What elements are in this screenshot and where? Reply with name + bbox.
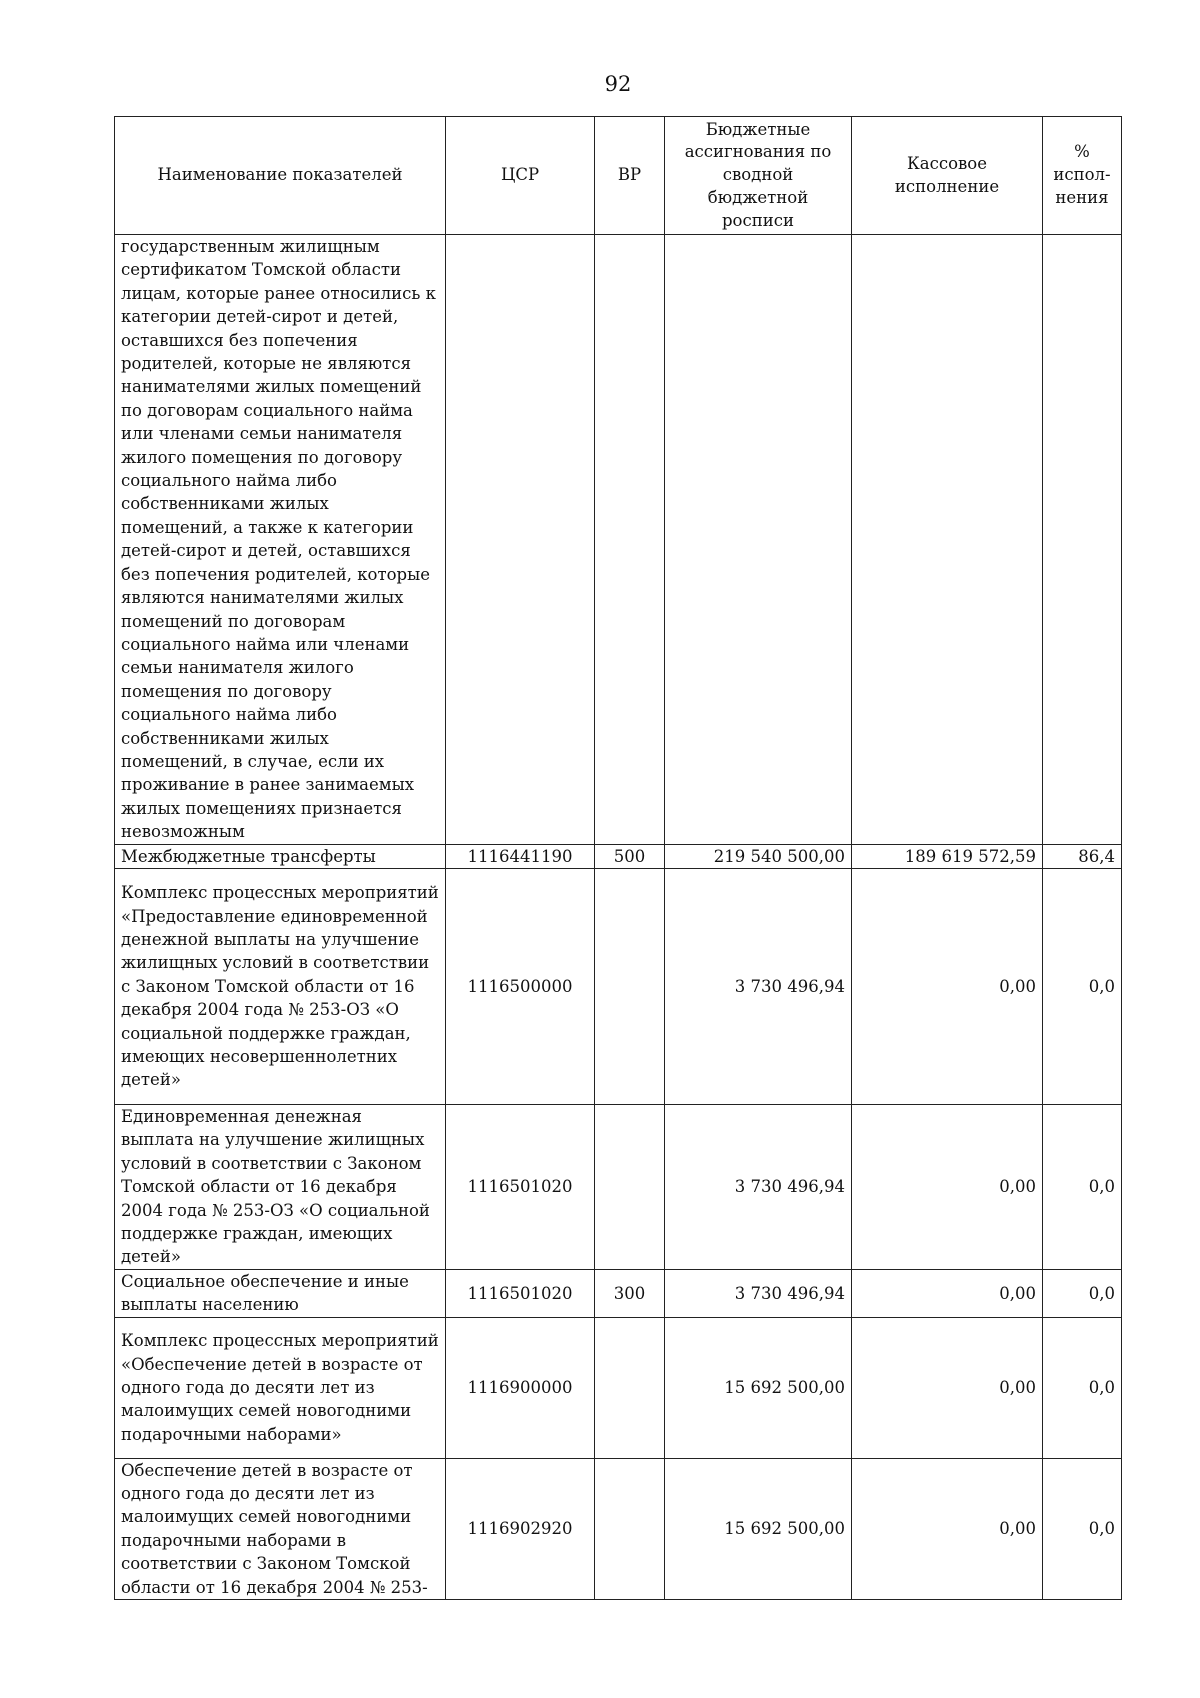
table-row (115, 868, 1122, 1104)
table-row (115, 1317, 1122, 1458)
row-csr: 1116501020 (446, 1269, 595, 1317)
row-cash: 189 619 572,59 (852, 844, 1043, 868)
header-budget-allocations: Бюджетные ассигнования по сводной бюджетной росписи (665, 117, 852, 235)
row-name: Комплекс процессных мероприятий «Обеспечение детей в возрасте от одного года до десяти лет из малоимущих семей новогодними подарочными наборами» (115, 1317, 446, 1458)
row-cash: 0,00 (852, 1269, 1043, 1317)
row-percent: 86,4 (1043, 844, 1122, 868)
header-execution-percent: % испол-нения (1043, 117, 1122, 235)
row-name: Комплекс процессных мероприятий «Предоставление единовременной денежной выплаты на улучшение жилищных условий в соответствии с Законом Томской области от 16 декабря 2004 года № 253-ОЗ «О социальной поддержке граждан, имеющих несовершеннолетних детей» (115, 868, 446, 1104)
row-csr: 1116500000 (446, 868, 595, 1104)
header-cash-execution: Кассовое исполнение (852, 117, 1043, 235)
row-csr: 1116900000 (446, 1317, 595, 1458)
table-header (115, 117, 1122, 235)
row-vr (595, 235, 665, 845)
table-row (115, 1269, 1122, 1317)
row-vr: 500 (595, 844, 665, 868)
row-budget: 3 730 496,94 (665, 868, 852, 1104)
row-budget: 3 730 496,94 (665, 1269, 852, 1317)
table-row (115, 1458, 1122, 1599)
row-budget (665, 235, 852, 845)
row-percent: 0,0 (1043, 1458, 1122, 1599)
row-cash: 0,00 (852, 868, 1043, 1104)
table-row (115, 844, 1122, 868)
header-row (115, 117, 1122, 235)
row-name: государственным жилищным сертификатом Томской области лицам, которые ранее относились к категории детей-сирот и детей, оставшихся без попечения родителей, которые не являются нанимателями жилых помещений по договорам социального найма или членами семьи нанимателя жилого помещения по договору социального найма либо собственниками жилых помещений, а также к категории детей-сирот и детей, оставшихся без попечения родителей, которые являются нанимателями жилых помещений по договорам социального найма или членами семьи нанимателя жилого помещения по договору социального найма либо собственниками жилых помещений, в случае, если их проживание в ранее занимаемых жилых помещениях признается невозможным (115, 235, 446, 845)
row-vr (595, 1317, 665, 1458)
row-csr: 1116501020 (446, 1104, 595, 1269)
table-row (115, 235, 1122, 845)
row-percent: 0,0 (1043, 1104, 1122, 1269)
row-csr: 1116441190 (446, 844, 595, 868)
row-cash (852, 235, 1043, 845)
header-indicator-name: Наименование показателей (115, 117, 446, 235)
row-vr (595, 1458, 665, 1599)
row-cash: 0,00 (852, 1317, 1043, 1458)
row-name: Обеспечение детей в возрасте от одного года до десяти лет из малоимущих семей новогодними подарочными наборами в соответствии с Законом Томской области от 16 декабря 2004 № 253- (115, 1458, 446, 1599)
row-percent: 0,0 (1043, 868, 1122, 1104)
row-vr: 300 (595, 1269, 665, 1317)
row-budget: 3 730 496,94 (665, 1104, 852, 1269)
row-vr (595, 868, 665, 1104)
page-number: 92 (604, 72, 632, 96)
budget-table (114, 116, 1122, 1600)
row-cash: 0,00 (852, 1104, 1043, 1269)
row-name: Социальное обеспечение и иные выплаты населению (115, 1269, 446, 1317)
row-budget: 219 540 500,00 (665, 844, 852, 868)
row-percent: 0,0 (1043, 1317, 1122, 1458)
row-vr (595, 1104, 665, 1269)
header-vr: ВР (595, 117, 665, 235)
table-body (115, 235, 1122, 1600)
row-percent: 0,0 (1043, 1269, 1122, 1317)
row-csr (446, 235, 595, 845)
row-name: Межбюджетные трансферты (115, 844, 446, 868)
row-name: Единовременная денежная выплата на улучшение жилищных условий в соответствии с Законом Томской области от 16 декабря 2004 года № 253-ОЗ «О социальной поддержке граждан, имеющих детей» (115, 1104, 446, 1269)
header-csr: ЦСР (446, 117, 595, 235)
row-budget: 15 692 500,00 (665, 1458, 852, 1599)
row-cash: 0,00 (852, 1458, 1043, 1599)
row-csr: 1116902920 (446, 1458, 595, 1599)
row-budget: 15 692 500,00 (665, 1317, 852, 1458)
row-percent (1043, 235, 1122, 845)
table-row (115, 1104, 1122, 1269)
